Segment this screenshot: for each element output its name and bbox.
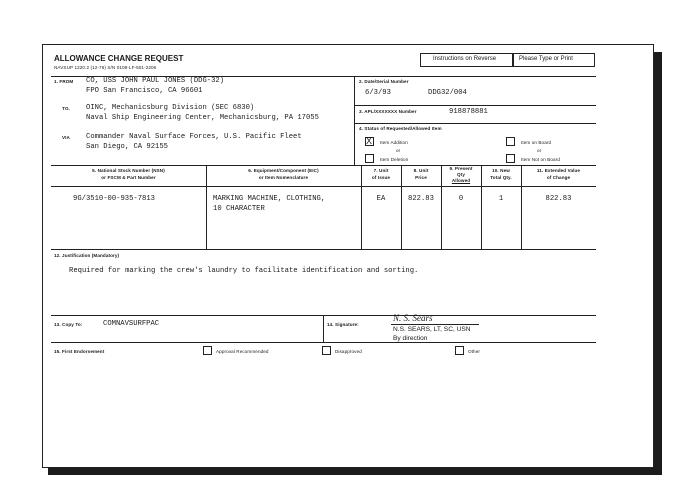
checkbox-mark: X xyxy=(366,136,373,146)
approval-recommended-label: Approval Recommended xyxy=(216,349,269,354)
justification-text: Required for marking the crew's laundry to facilitate identification and sorting. xyxy=(69,267,419,275)
present-value: 0 xyxy=(458,195,464,203)
rule-address-divider xyxy=(354,76,355,165)
other-label: Other xyxy=(468,349,480,354)
header-price-line-2: Price xyxy=(415,175,427,180)
unit-value: EA xyxy=(376,195,386,203)
disapproved-label: Disapproved xyxy=(335,349,362,354)
to-line-2: Naval Ship Engineering Center, Mechanicsburg, PA 17055 xyxy=(86,114,319,122)
rule-signature-divider xyxy=(323,315,324,342)
rule-table-header-top xyxy=(51,165,596,166)
header-item-line-2: or Item Nomenclature xyxy=(258,175,309,180)
new-total-value: 1 xyxy=(498,195,504,203)
header-price xyxy=(401,168,441,180)
via-label: VIA xyxy=(62,135,70,140)
header-extended-line-1: 11. Extended Value xyxy=(536,168,581,173)
date-serial-label: 2. Date/Serial Number xyxy=(359,79,409,84)
rule-justification-top xyxy=(51,249,596,250)
header-present xyxy=(441,166,481,183)
approval-recommended-checkbox[interactable] xyxy=(203,346,212,355)
header-new-total-line-2: Total Qty. xyxy=(490,175,512,180)
header-item-line-1: 6. Equipment/Component (EIC) xyxy=(248,168,319,173)
header-extended xyxy=(521,168,596,180)
item-value-line-2: 10 CHARACTER xyxy=(213,205,265,213)
instructions-label: Instructions on Reverse xyxy=(433,56,497,62)
header-item xyxy=(206,168,361,180)
status-or-left: or xyxy=(396,148,401,153)
header-extended-line-2: of Change xyxy=(546,175,571,180)
justification-label: 12. Justification (Mandatory) xyxy=(54,253,120,258)
endorsement-label: 15. First Endorsement xyxy=(54,349,105,354)
to-label: TO. xyxy=(62,106,70,111)
copy-to-label: 13. Copy To: xyxy=(54,322,83,327)
header-unit xyxy=(361,168,401,180)
rule-status-top xyxy=(354,123,596,124)
item-on-board-checkbox[interactable] xyxy=(506,137,515,146)
header-nsn xyxy=(51,168,206,180)
apl-label: 3. APL/XXXXXXX Number xyxy=(359,109,417,114)
date-value: 6/3/93 xyxy=(365,89,391,97)
item-on-board-label: Item on Board xyxy=(521,140,552,145)
form-title: ALLOWANCE CHANGE REQUEST xyxy=(54,54,184,63)
header-price-line-1: 8. Unit xyxy=(413,168,429,173)
status-label: 4. Status of Requested/Allowed Item xyxy=(359,126,442,131)
item-value-line-1: MARKING MACHINE, CLOTHING, xyxy=(213,195,326,203)
disapproved-checkbox[interactable] xyxy=(322,346,331,355)
header-new-total xyxy=(481,168,521,180)
signature-label: 14. Signature: xyxy=(327,322,359,327)
from-label: 1. FROM xyxy=(54,79,74,84)
signer-by-direction: By direction xyxy=(393,335,428,342)
item-deletion-label: Item Deletion xyxy=(380,157,409,162)
item-not-on-board-checkbox[interactable] xyxy=(506,154,515,163)
apl-value: 918878881 xyxy=(449,108,488,116)
header-present-line-3: Allowed xyxy=(451,178,471,183)
item-not-on-board-label: Item Not on Board xyxy=(521,157,560,162)
extended-value: 822.83 xyxy=(545,195,572,203)
copy-to-value: COMNAVSURFPAC xyxy=(103,320,160,328)
handwritten-signature: N. S. Sears xyxy=(393,313,433,323)
header-present-line-1: 9. Present xyxy=(449,166,473,171)
price-value: 822.83 xyxy=(408,195,434,203)
allowance-change-request-form xyxy=(42,44,654,468)
header-present-line-2: Qty xyxy=(457,172,465,177)
nsn-value: 9G/3510-00-935-7813 xyxy=(73,195,155,203)
rule-table-header-bottom xyxy=(51,186,596,187)
header-unit-line-1: 7. Unit xyxy=(373,168,389,173)
via-line-2: San Diego, CA 92155 xyxy=(86,143,168,151)
rule-endorsement-top xyxy=(51,342,596,343)
item-deletion-checkbox[interactable] xyxy=(365,154,374,163)
rule-apl-top xyxy=(354,105,596,106)
type-or-print-label: Please Type or Print xyxy=(519,56,573,62)
header-new-total-line-1: 10. New xyxy=(492,168,510,173)
via-line-1: Commander Naval Surface Forces, U.S. Pacific Fleet xyxy=(86,133,302,141)
signer-name: N.S. SEARS, LT, SC, USN xyxy=(393,326,471,333)
to-line-1: OINC, Mechanicsburg Division (SEC 6830) xyxy=(86,104,255,112)
from-line-2: FPO San Francisco, CA 96601 xyxy=(86,87,203,95)
header-nsn-line-2: or FSCM & Part Number xyxy=(101,175,156,180)
item-addition-label: Item Addition xyxy=(380,140,408,145)
header-unit-line-2: of Issue xyxy=(371,175,391,180)
other-checkbox[interactable] xyxy=(455,346,464,355)
signature-line xyxy=(391,324,479,325)
status-or-right: or xyxy=(537,148,542,153)
item-addition-checkbox[interactable] xyxy=(365,137,374,146)
serial-value: DDG32/004 xyxy=(428,89,467,97)
form-number: NAVSUP 1220.2 (12-76) S/N 0108-LF-501-2206 xyxy=(54,65,157,70)
header-nsn-line-1: 5. National Stock Number (NSN) xyxy=(92,168,165,173)
from-line-1: CO, USS JOHN PAUL JONES (DDG-32) xyxy=(86,77,225,85)
